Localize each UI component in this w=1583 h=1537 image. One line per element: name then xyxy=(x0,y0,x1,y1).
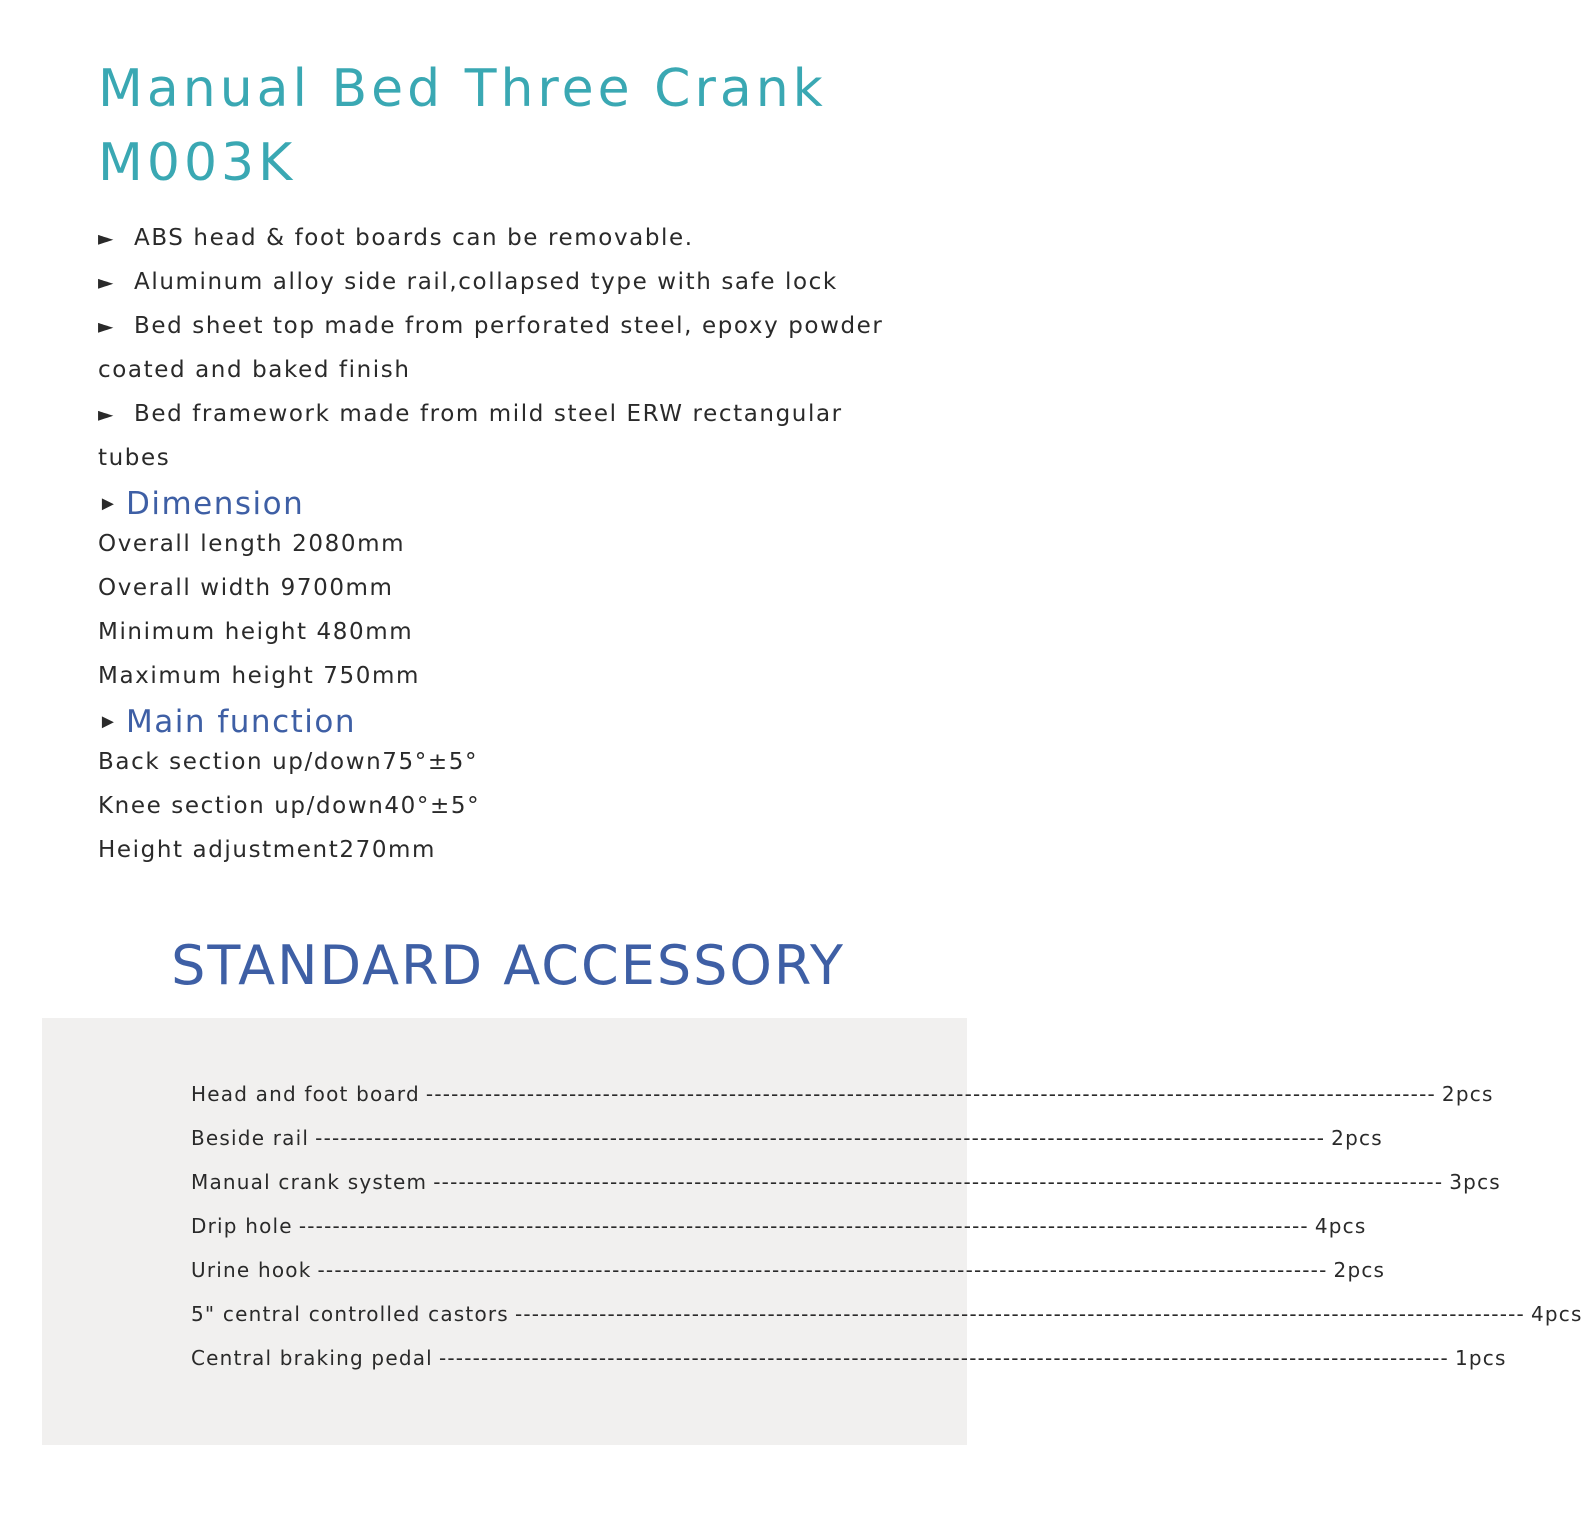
feature-item xyxy=(98,216,958,260)
accessory-quantity: 4pcs xyxy=(1530,1302,1583,1326)
feature-text-continued: coated and baked finish xyxy=(98,357,411,383)
accessory-name: Head and foot board xyxy=(191,1082,420,1106)
function-item: Height adjustment270mm xyxy=(98,837,437,863)
accessory-quantity: 2pcs xyxy=(1331,1126,1383,1150)
accessory-panel xyxy=(42,1018,1583,1445)
product-title xyxy=(98,52,827,200)
accessory-name: Urine hook xyxy=(191,1258,312,1282)
dash-leader: ------------------------------------------------------------------------------------------------------------------------ xyxy=(425,1082,1436,1106)
function-item: Back section up/down75°±5° xyxy=(98,749,479,775)
feature-item xyxy=(98,392,958,436)
accessory-row xyxy=(191,1126,1383,1170)
bullet-arrow-icon: ► xyxy=(98,402,115,426)
accessory-name: Drip hole xyxy=(191,1214,293,1238)
accessory-name: 5" central controlled castors xyxy=(191,1302,509,1326)
product-title-line-1: Manual Bed Three Crank xyxy=(98,59,827,119)
dimension-item: Minimum height 480mm xyxy=(98,619,414,645)
dash-leader: ------------------------------------------------------------------------------------------------------------------------ xyxy=(317,1258,1328,1282)
product-details xyxy=(98,216,958,872)
accessory-quantity: 2pcs xyxy=(1441,1082,1494,1106)
dash-leader: ------------------------------------------------------------------------------------------------------------------------ xyxy=(315,1126,1326,1150)
bullet-arrow-icon: ► xyxy=(98,270,115,294)
dimension-list xyxy=(98,522,958,698)
accessory-row xyxy=(191,1302,1583,1346)
dimension-item: Overall length 2080mm xyxy=(98,531,406,557)
accessory-name: Central braking pedal xyxy=(191,1346,433,1370)
product-model: M003K xyxy=(98,133,297,193)
accessory-quantity: 3pcs xyxy=(1449,1170,1501,1194)
accessory-quantity: 2pcs xyxy=(1333,1258,1386,1282)
feature-text: ABS head & foot boards can be removable. xyxy=(134,225,694,251)
accessory-list xyxy=(191,1082,1583,1390)
standard-accessory-title: STANDARD ACCESSORY xyxy=(171,934,845,997)
bullet-arrow-icon: ► xyxy=(98,314,115,338)
dash-leader: ------------------------------------------------------------------------------------------------------------------------ xyxy=(298,1214,1309,1238)
section-arrow-icon: ► xyxy=(98,493,118,515)
feature-text-continued: tubes xyxy=(98,445,171,471)
feature-item xyxy=(98,260,958,304)
dimension-heading-label: Dimension xyxy=(126,486,305,522)
accessory-row xyxy=(191,1082,1494,1126)
feature-text: Bed sheet top made from perforated steel, epoxy powder xyxy=(134,313,884,339)
main-function-heading-label: Main function xyxy=(126,704,356,740)
accessory-row xyxy=(191,1214,1367,1258)
accessory-row xyxy=(191,1258,1386,1302)
function-item: Knee section up/down40°±5° xyxy=(98,793,481,819)
dimension-heading xyxy=(98,482,958,526)
accessory-name: Manual crank system xyxy=(191,1170,428,1194)
dash-leader: ------------------------------------------------------------------------------------------------------------------------ xyxy=(438,1346,1449,1370)
accessory-quantity: 4pcs xyxy=(1314,1214,1367,1238)
accessory-quantity: 1pcs xyxy=(1454,1346,1507,1370)
dash-leader: ------------------------------------------------------------------------------------------------------------------------ xyxy=(433,1170,1444,1194)
accessory-name: Beside rail xyxy=(191,1126,310,1150)
main-function-heading xyxy=(98,700,958,744)
section-arrow-icon: ► xyxy=(98,711,118,733)
bullet-arrow-icon: ► xyxy=(98,226,115,250)
dimension-item: Overall width 9700mm xyxy=(98,575,394,601)
feature-text: Bed framework made from mild steel ERW rectangular xyxy=(134,401,843,427)
dimension-item: Maximum height 750mm xyxy=(98,663,420,689)
accessory-row xyxy=(191,1346,1507,1390)
accessory-row xyxy=(191,1170,1501,1214)
feature-text: Aluminum alloy side rail,collapsed type with safe lock xyxy=(134,269,838,295)
feature-item xyxy=(98,304,958,348)
dash-leader: ------------------------------------------------------------------------------------------------------------------------ xyxy=(514,1302,1525,1326)
main-function-list xyxy=(98,740,958,872)
